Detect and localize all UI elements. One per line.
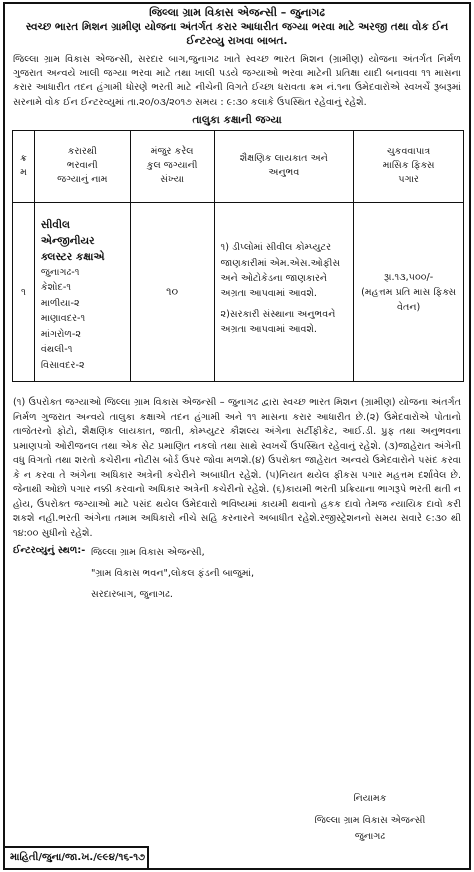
place-item: જુનાગઢ-૧: [40, 266, 80, 278]
row-count: ૧૦: [130, 202, 214, 382]
publication-reference: માહિતી/જુના/જા.ખ./૯૯૪/૧૬-૧૭: [5, 846, 149, 868]
col-header-sr: ક્ર મ: [13, 130, 35, 202]
table-row: [13, 202, 464, 382]
signatory-city: જુનાગઢ: [354, 831, 386, 842]
place-item: વિસાવદર-૨: [40, 359, 85, 371]
advertisement-page: [3, 2, 471, 870]
venue-address: [91, 543, 254, 608]
venue-line: સરદારબાગ, જુનાગઢ.: [91, 589, 173, 601]
venue-line: જિલ્લા ગ્રામ વિકાસ એજન્સી,: [91, 547, 205, 559]
salary-note-end: વેતન): [397, 301, 421, 313]
row-post: [34, 202, 130, 382]
signatory-office: જિલ્લા ગ્રામ વિકાસ એજન્સી: [314, 815, 426, 826]
table-heading: તાલુકા કક્ષાની જગ્યા: [192, 113, 282, 126]
venue-label: ઈન્ટરવ્યુનું સ્થળ:-: [13, 545, 86, 557]
place-item: માંગરોળ-૨: [40, 328, 81, 340]
col-header-count: મંજુર કરેલ કુલ જગ્યાની સંખ્યા: [130, 130, 214, 202]
row-qualification: [214, 202, 354, 382]
signatory-designation: નિયામક: [353, 793, 387, 804]
signature-block: [305, 791, 435, 845]
place-item: માળીયા-૨: [40, 297, 80, 309]
post-name: સીવીલ એન્જીનીયર ક્લસ્ટર કક્ષાએ: [40, 218, 105, 263]
col-header-salary: ચુકવવાપાત્ર માસિક ફિક્સ પગાર: [354, 130, 464, 202]
terms-paragraph: (૧) ઉપરોક્ત જગ્યાઓ જિલ્લા ગ્રામ વિકાસ એજન્સી – જુનાગઢ દ્વારા સ્વચ્છ ભારત મિશન (ગ્રામીણ) યોજના અંતર્ગત નિર્મળ ગુજરાત અન્વયે તાલુકા કક્ષાએ તદન હંગામી અને ૧૧ માસના કરાર આધારીત છે.(૨) ઉમેદવારોએ પોતાનો તાજેતરનો ફોટો, શૈક્ષણિક લાયકાત, જાતી, કોમ્પ્યુટર કૌશલ્ય અંગેના સર્ટીફીકેટ, આઈ.ડી. પ્રુફ તથા અનુભવના પ્રમાણપત્રો ઓરીજનલ તથા એક સેટ પ્રમાણિત નકલો તથા સાથે સ્વખર્ચે ઉપસ્થિત રહેવાનું રહેશે. (૩)જાહેરાત અંગેની વધુ વિગતો તથા શરતો કચેરીના નોટીસ બોર્ડ ઉપર જોવા મળશે.(૪) ઉપરોક્ત જાહેરાત અન્વયે ઉમેદવારોને પસંદ કરવા કે ન કરવા તે અંગેના અધિકાર અત્રેની કચેરીને અબાધીત રહેશે. (૫)નિયત થયેલ ફીકસ પગાર મહત્તમ દર્શાવેલ છે. જેનાથી ઓછો પગાર નક્કી કરવાનો અધિકાર અત્રેની કચેરીનો રહેશે. (૬)કાયમી ભરતી પ્રક્રિયાના ભાગરૂપે ભરતી થતી ન હોય, ઉપરોક્ત જગ્યાઓ માટે પસંદ થયેલ ઉમેદવારો ભવિષ્યમાં કાયમી થવાનો હકક દાવો તેમજ ન્યાયિક દાવો કરી શકશે નહી.ભરતી અંગેના તમામ અધિકારો નીચે સહિ કરનારને અબાધીત રહેશે.રજીસ્ટ્રેશનનો સમય સવારે ૯:૩૦ થી ૧૪:૦૦ સુધીનો રહેશે.: [13, 397, 461, 539]
table-header-row: [13, 130, 464, 202]
intro-paragraph: જિલ્લા ગ્રામ વિકાસ એજન્સી, સરદાર બાગ,જુનાગઢ ખાતે સ્વચ્છ ભારત મિશન (ગ્રામીણ) યોજના અંતર્ગત નિર્મળ ગુજરાત અન્વયે ખાલી જગ્યા ભરવા માટે તથા ખાલી પડયે જગ્યાઓ ભરવા માટેની પ્રતિક્ષા યાદી બનાવવા ૧૧ માસના કરાર આધારીત તદન હંગામી ધોરણે ભરતી માટે નીચેની વિગતે ઈચ્છા ધરાવતા ક્રમ નં.૧ના ઉમેદવારોએ સ્વખર્ચે રૂબરૂમાં સરનામે વોક ઈન ઈન્ટરવ્યુમાં તા.૨૦/૦૩/૨૦૧૭ સમય : ૯:૩૦ કલાકે ઉપસ્થિત રહેવાનું રહેશે.: [13, 54, 461, 108]
interview-venue: [5, 541, 469, 608]
qualification-item: ૧) ડીપ્લોમાં સીવીલ કોમ્પ્યુટર જાણકારીમાં એમ.એસ.ઓફીસ અને ઓટોકેડના જાણકારને અગ્રતા આપવામાં આવશે.: [220, 242, 341, 300]
place-item: માણાવદર-૧: [40, 313, 86, 325]
place-list: [41, 265, 126, 374]
place-item: કેશોદ-૧: [40, 282, 72, 294]
page-title: જિલ્લા ગ્રામ વિકાસ એજન્સી – જુનાગઢ: [149, 6, 325, 19]
place-item: વંથલી-૧: [40, 344, 73, 356]
salary-amount: રૂા.૧૩,૫૦૦/-: [384, 271, 434, 283]
qualification-item: ૨)સરકારી સંસ્થાના અનુભવને અગ્રતા આપવામાં આવશે.: [220, 309, 336, 336]
row-salary: [354, 202, 464, 382]
salary-note: (મહત્તમ પ્રતિ માસ ફિક્સ: [361, 286, 457, 298]
venue-line: "ગ્રામ વિકાસ ભવન",લોકલ ફંડની બાજુમાં,: [91, 568, 255, 580]
col-header-qualification: શૈક્ષણિક લાયકાત અને અનુભવ: [214, 130, 354, 202]
page-subtitle: સ્વચ્છ ભારત મિશન ગ્રામીણ યોજના અંતર્ગત કરાર આધારીત જગ્યા ભરવા માટે અરજી તથા વોક ઈન ઈન્ટરવ્યુ રાખવા બાબત.: [25, 21, 449, 47]
row-sr: ૧: [13, 202, 35, 382]
col-header-post: કરારથી ભરવાની જગ્યાનું નામ: [34, 130, 130, 202]
posts-table: [12, 130, 464, 383]
